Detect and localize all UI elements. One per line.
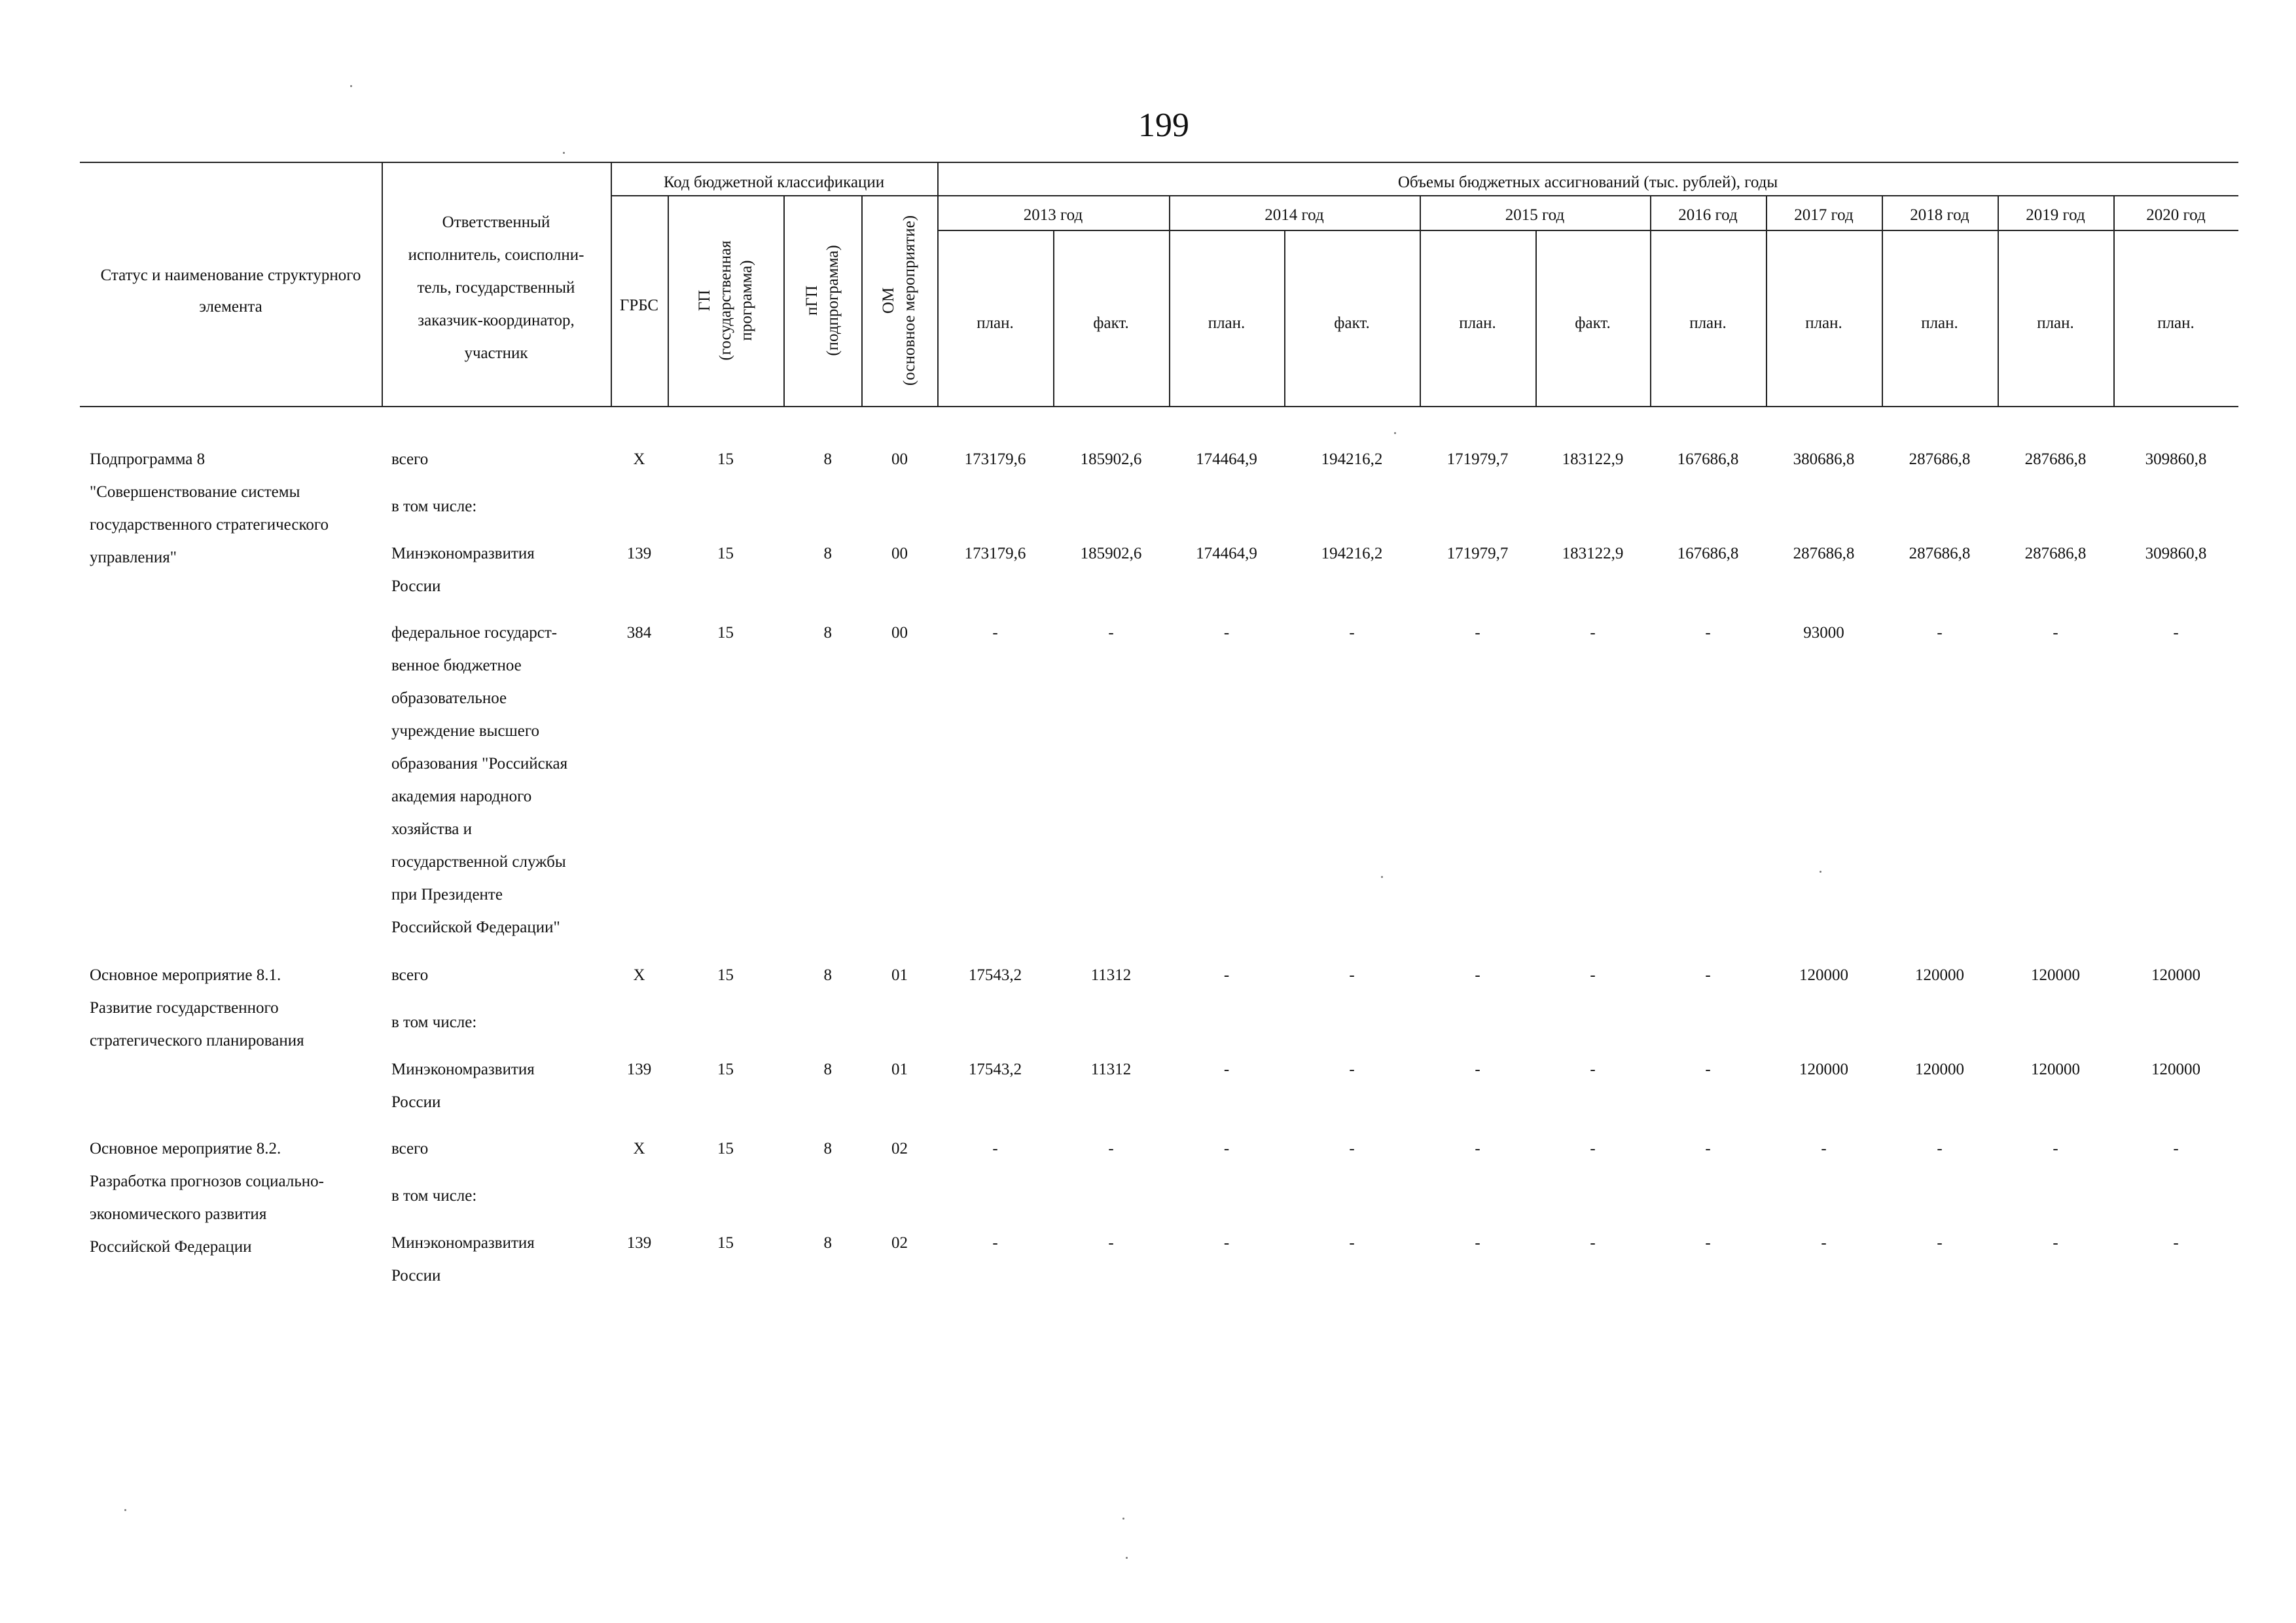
code-cell: 15: [717, 1061, 734, 1078]
value-cell: 185902,6: [1080, 450, 1142, 468]
responsible-column-header-line: исполнитель, соисполни-: [408, 246, 584, 264]
value-cell: -: [1349, 1234, 1355, 1252]
value-cell: 194216,2: [1321, 545, 1383, 562]
value-cell: 171979,7: [1446, 545, 1509, 562]
row-label-line: Российской Федерации": [391, 919, 560, 936]
value-cell: -: [992, 624, 998, 642]
year-header: 2014 год: [1265, 206, 1324, 224]
value-cell: -: [2053, 1140, 2058, 1158]
col-divider: [1766, 195, 1767, 406]
value-cell: -: [1349, 1140, 1355, 1158]
value-cell: -: [1705, 624, 1711, 642]
value-cell: -: [992, 1234, 998, 1252]
value-cell: -: [1821, 1140, 1827, 1158]
value-cell: 11312: [1090, 966, 1132, 984]
value-cell: -: [1590, 966, 1596, 984]
value-cell: 173179,6: [964, 450, 1026, 468]
row-title-line: стратегического планирования: [90, 1032, 304, 1049]
scan-speck: [1122, 1518, 1124, 1520]
row-label-line: федеральное государст-: [391, 624, 558, 642]
pgp-column-header-line: пГП: [802, 285, 821, 316]
value-cell: -: [2173, 1234, 2179, 1252]
value-cell: -: [1475, 1061, 1480, 1078]
row-title-line: управления": [90, 549, 177, 566]
row-label-line: академия народного: [391, 788, 532, 805]
code-cell: 8: [823, 1061, 832, 1078]
plan-fact-header: факт.: [1575, 314, 1611, 332]
header-bottom-rule: [80, 406, 2238, 407]
year-header: 2013 год: [1023, 206, 1083, 224]
code-cell: 15: [717, 450, 734, 468]
value-cell: 120000: [2031, 1061, 2080, 1078]
value-cell: 17543,2: [968, 966, 1022, 984]
pgp-column-header: [802, 245, 844, 356]
om-column-header: [878, 215, 920, 386]
row-title-line: Разработка прогнозов социально-: [90, 1173, 324, 1190]
col-divider: [1882, 195, 1883, 406]
code-cell: 8: [823, 966, 832, 984]
header-group-rule: [611, 195, 2238, 196]
responsible-column-header-line: Ответственный: [442, 213, 550, 231]
row-label-line: в том числе:: [391, 1013, 477, 1031]
value-cell: -: [1937, 1234, 1943, 1252]
plan-fact-header: план.: [1459, 314, 1496, 332]
plan-fact-header: план.: [1921, 314, 1958, 332]
value-cell: -: [2173, 624, 2179, 642]
row-title-line: "Совершенствование системы: [90, 483, 300, 501]
value-cell: 309860,8: [2145, 545, 2207, 562]
code-cell: 15: [717, 1140, 734, 1158]
value-cell: -: [1821, 1234, 1827, 1252]
value-cell: -: [1590, 624, 1596, 642]
plan-fact-header: план.: [1805, 314, 1842, 332]
value-cell: 287686,8: [2024, 545, 2087, 562]
code-cell: 8: [823, 545, 832, 562]
gp-column-header: [694, 240, 757, 360]
value-cell: 120000: [1799, 1061, 1848, 1078]
scan-speck: [350, 85, 352, 87]
row-label-line: венное бюджетное: [391, 657, 522, 674]
plan-fact-header: план.: [1208, 314, 1246, 332]
col-divider: [1169, 195, 1170, 406]
value-cell: -: [1590, 1061, 1596, 1078]
om-column-header-line: ОМ: [880, 287, 897, 314]
row-title-line: экономического развития: [90, 1205, 267, 1223]
row-label-line: в том числе:: [391, 498, 477, 515]
value-cell: 287686,8: [1793, 545, 1855, 562]
scan-speck: [563, 152, 565, 154]
value-cell: -: [1108, 1234, 1114, 1252]
value-cell: 120000: [2031, 966, 2080, 984]
plan-fact-header: план.: [2157, 314, 2195, 332]
year-header: 2020 год: [2146, 206, 2206, 224]
code-cell: 8: [823, 1234, 832, 1252]
value-cell: 174464,9: [1196, 450, 1257, 468]
value-cell: 167686,8: [1677, 545, 1739, 562]
code-cell: 02: [891, 1234, 908, 1252]
code-cell: 139: [626, 1061, 652, 1078]
col-divider: [783, 195, 785, 406]
row-label-line: при Президенте: [391, 886, 503, 903]
col-divider: [668, 195, 669, 406]
code-cell: 02: [891, 1140, 908, 1158]
col-divider: [1998, 195, 1999, 406]
value-cell: -: [992, 1140, 998, 1158]
plan-fact-header: план.: [2037, 314, 2074, 332]
row-label-line: в том числе:: [391, 1187, 477, 1205]
grbs-column-header: ГРБС: [619, 297, 659, 314]
row-label-line: всего: [391, 1140, 429, 1158]
row-label-line: всего: [391, 450, 429, 468]
value-cell: -: [1349, 966, 1355, 984]
header-top-rule: [80, 162, 2238, 163]
col-divider: [937, 162, 939, 406]
value-cell: 173179,6: [964, 545, 1026, 562]
code-cell: 15: [717, 545, 734, 562]
col-divider: [2113, 195, 2115, 406]
value-cell: 183122,9: [1562, 545, 1624, 562]
col-divider: [611, 162, 612, 406]
year-header: 2019 год: [2026, 206, 2085, 224]
row-label-line: всего: [391, 966, 429, 984]
responsible-column-header-line: тель, государственный: [417, 279, 575, 297]
value-cell: -: [1705, 966, 1711, 984]
value-cell: -: [1937, 624, 1943, 642]
row-label-line: Минэкономразвития: [391, 1061, 535, 1078]
code-cell: Х: [633, 1140, 645, 1158]
value-cell: 120000: [1915, 966, 1964, 984]
value-cell: -: [1475, 624, 1480, 642]
code-cell: 8: [823, 450, 832, 468]
value-cell: 185902,6: [1080, 545, 1142, 562]
code-cell: 8: [823, 1140, 832, 1158]
value-cell: -: [1349, 1061, 1355, 1078]
responsible-column-header-line: заказчик-координатор,: [418, 312, 575, 329]
col-divider: [1420, 195, 1421, 406]
budget-group-header: Объемы бюджетных ассигнований (тыс. рублей), годы: [1397, 173, 1778, 191]
value-cell: -: [1349, 624, 1355, 642]
plan-fact-header: факт.: [1334, 314, 1370, 332]
gp-column-header-line: (государственная: [716, 240, 734, 361]
year-header: 2015 год: [1505, 206, 1565, 224]
value-cell: 120000: [2151, 1061, 2200, 1078]
code-cell: 384: [626, 624, 652, 642]
value-cell: -: [1223, 1234, 1230, 1252]
value-cell: -: [1705, 1061, 1711, 1078]
code-cell: 01: [891, 966, 908, 984]
pgp-column-header-line: (подпрограмма): [823, 245, 842, 356]
scan-speck: [1394, 432, 1396, 434]
col-divider: [861, 195, 863, 406]
value-cell: 11312: [1090, 1061, 1132, 1078]
code-cell: 15: [717, 1234, 734, 1252]
code-cell: 01: [891, 1061, 908, 1078]
value-cell: 120000: [1799, 966, 1848, 984]
value-cell: 194216,2: [1321, 450, 1383, 468]
value-cell: 17543,2: [968, 1061, 1022, 1078]
value-cell: 93000: [1803, 624, 1844, 642]
value-cell: -: [1705, 1140, 1711, 1158]
value-cell: -: [1937, 1140, 1943, 1158]
row-title-line: Подпрограмма 8: [90, 450, 206, 468]
code-cell: Х: [633, 966, 645, 984]
row-label-line: образовательное: [391, 689, 507, 707]
scan-speck: [1381, 876, 1383, 878]
year-header: 2017 год: [1794, 206, 1854, 224]
om-column-header-line: (основное мероприятие): [901, 215, 918, 386]
row-title-line: Основное мероприятие 8.2.: [90, 1140, 281, 1158]
code-cell: 8: [823, 624, 832, 642]
row-title-line: Основное мероприятие 8.1.: [90, 966, 281, 984]
code-cell: 00: [891, 624, 908, 642]
value-cell: 380686,8: [1793, 450, 1855, 468]
plan-fact-header: план.: [977, 314, 1014, 332]
code-cell: 00: [891, 545, 908, 562]
plan-fact-header: план.: [1689, 314, 1727, 332]
scan-speck: [1126, 1557, 1128, 1559]
value-cell: -: [1223, 1061, 1230, 1078]
scan-speck: [1820, 871, 1821, 873]
row-label-line: учреждение высшего: [391, 722, 540, 740]
row-label-line: России: [391, 1267, 441, 1285]
value-cell: -: [1223, 624, 1230, 642]
value-cell: 174464,9: [1196, 545, 1257, 562]
gp-column-header-line: ГП: [695, 289, 713, 312]
value-cell: 120000: [2151, 966, 2200, 984]
value-cell: 309860,8: [2145, 450, 2207, 468]
responsible-column-header-line: участник: [464, 344, 528, 362]
row-label-line: государственной службы: [391, 853, 566, 871]
page-number: 199: [1138, 107, 1189, 144]
year-header: 2018 год: [1910, 206, 1969, 224]
row-label-line: хозяйства и: [391, 820, 473, 838]
row-title-line: Российской Федерации: [90, 1238, 252, 1256]
value-cell: -: [1108, 1140, 1114, 1158]
row-label-line: Минэкономразвития: [391, 1234, 535, 1252]
row-label-line: России: [391, 577, 441, 595]
value-cell: -: [2053, 624, 2058, 642]
plan-fact-header: факт.: [1093, 314, 1129, 332]
value-cell: -: [1590, 1140, 1596, 1158]
year-header: 2016 год: [1678, 206, 1738, 224]
row-label-line: России: [391, 1093, 441, 1111]
header-year-rule: [937, 230, 2238, 231]
value-cell: -: [1475, 966, 1480, 984]
value-cell: 167686,8: [1677, 450, 1739, 468]
row-label-line: образования "Российская: [391, 755, 568, 773]
value-cell: -: [1475, 1140, 1480, 1158]
value-cell: 183122,9: [1562, 450, 1624, 468]
value-cell: -: [1223, 966, 1230, 984]
value-cell: 287686,8: [2024, 450, 2087, 468]
status-column-header: Статус и наименование структурного элемента: [100, 266, 361, 316]
value-cell: -: [1223, 1140, 1230, 1158]
col-divider: [1650, 195, 1651, 406]
value-cell: -: [1475, 1234, 1480, 1252]
code-cell: 139: [626, 545, 652, 562]
row-title-line: государственного стратегического: [90, 516, 329, 534]
value-cell: -: [2173, 1140, 2179, 1158]
value-cell: -: [1108, 624, 1114, 642]
code-cell: 15: [717, 966, 734, 984]
code-cell: 139: [626, 1234, 652, 1252]
code-cell: 15: [717, 624, 734, 642]
value-cell: -: [2053, 1234, 2058, 1252]
row-title-line: Развитие государственного: [90, 999, 279, 1017]
code-cell: 00: [891, 450, 908, 468]
value-cell: 120000: [1915, 1061, 1964, 1078]
gp-column-header-line: программа): [737, 260, 755, 341]
code-cell: Х: [633, 450, 645, 468]
value-cell: -: [1590, 1234, 1596, 1252]
scan-speck: [124, 1509, 126, 1511]
value-cell: 287686,8: [1909, 450, 1971, 468]
code-group-header: Код бюджетной классификации: [663, 173, 885, 191]
value-cell: 287686,8: [1909, 545, 1971, 562]
value-cell: 171979,7: [1446, 450, 1509, 468]
value-cell: -: [1705, 1234, 1711, 1252]
row-label-line: Минэкономразвития: [391, 545, 535, 562]
